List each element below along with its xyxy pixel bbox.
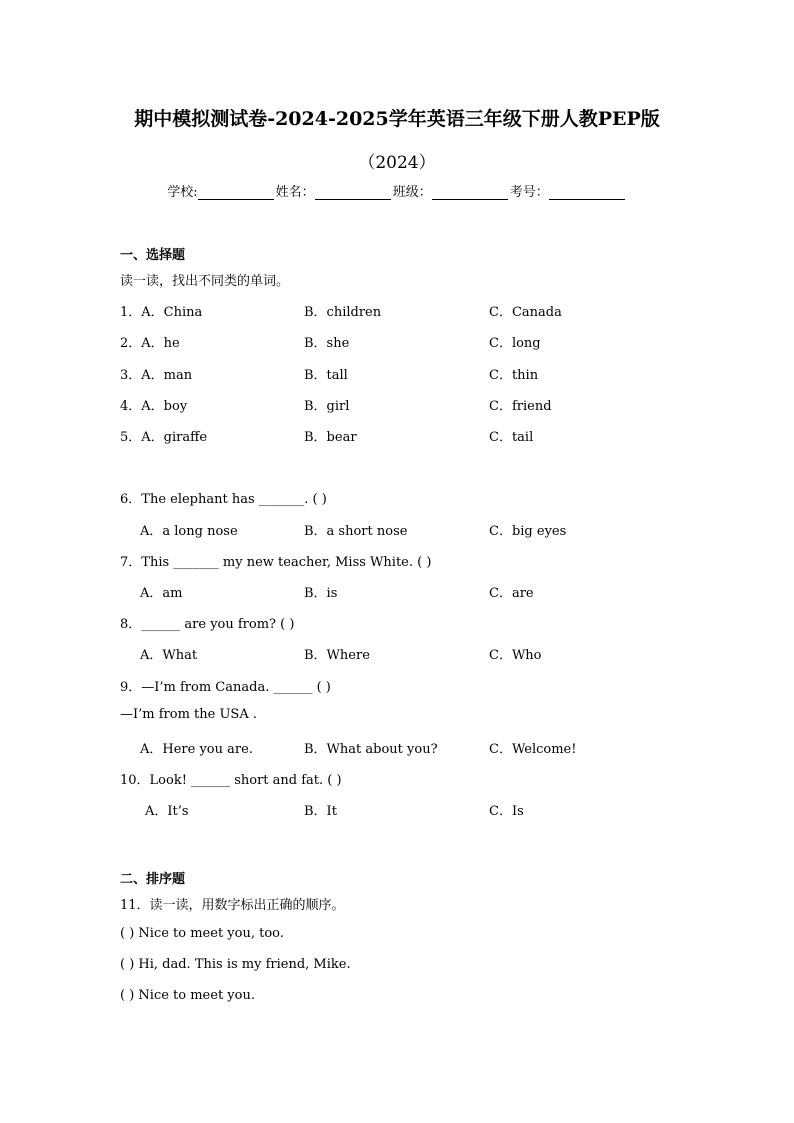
question-number: 4． — [120, 399, 142, 414]
school-blank[interactable] — [198, 185, 274, 200]
order-line-3: ( ) Nice to meet you. — [120, 988, 255, 1003]
question-number: 2． — [120, 336, 142, 351]
option-a: A．What — [140, 648, 198, 663]
question-8-stem: 8．______ are you from? ( ) — [120, 617, 295, 632]
option-a: A．am — [140, 586, 183, 601]
exam-number-blank[interactable] — [549, 185, 625, 200]
question-4 — [120, 395, 187, 414]
option-b: B．tall — [304, 368, 348, 383]
option-c: C．Is — [489, 804, 524, 819]
option-b: B．Where — [304, 648, 370, 663]
question-9-stem: 9．—I’m from Canada. ______ ( ) — [120, 680, 331, 695]
question-number: 3． — [120, 368, 142, 383]
option-b: B．bear — [304, 430, 357, 445]
question-number: 1． — [120, 305, 142, 320]
page-title: 期中模拟测试卷-2024-2025学年英语三年级下册人教PEP版 — [134, 108, 660, 130]
question-1 — [120, 301, 202, 320]
name-blank[interactable] — [315, 185, 391, 200]
option-c: C．long — [489, 336, 541, 351]
option-b: B．What about you? — [304, 742, 438, 757]
class-label: 班级： — [392, 185, 432, 200]
question-2 — [120, 332, 180, 351]
option-c: C．big eyes — [489, 524, 567, 539]
page-subtitle: （2024） — [358, 153, 436, 173]
option-b: B．It — [304, 804, 337, 819]
option-a: A．It’s — [145, 804, 189, 819]
exam-number-label: 考号： — [509, 185, 549, 200]
question-10-stem: 10．Look! ______ short and fat. ( ) — [120, 773, 342, 788]
option-b: B．children — [304, 305, 382, 320]
option-a: A．a long nose — [140, 524, 238, 539]
section1-heading: 一、选择题 — [120, 248, 186, 263]
question-9-stem-reply: —I’m from the USA . — [120, 707, 257, 722]
question-7-stem: 7．This _______ my new teacher, Miss White. ( ) — [120, 555, 432, 570]
order-line-2: ( ) Hi, dad. This is my friend, Mike. — [120, 957, 351, 972]
option-a: A．giraffe — [141, 430, 208, 445]
option-a: A．Here you are. — [140, 742, 253, 757]
option-b: B．girl — [304, 399, 350, 414]
section2-instruction: 11．读一读，用数字标出正确的顺序。 — [120, 898, 345, 913]
option-c: C．friend — [489, 399, 552, 414]
option-a: A．China — [141, 305, 203, 320]
name-label: 姓名： — [275, 185, 315, 200]
option-c: C．tail — [489, 430, 534, 445]
student-info-line — [0, 181, 794, 200]
option-c: C．Welcome! — [489, 742, 577, 757]
option-b: B．she — [304, 336, 350, 351]
option-c: C．are — [489, 586, 534, 601]
question-6-stem: 6．The elephant has _______. ( ) — [120, 492, 327, 507]
school-label: 学校: — [167, 185, 198, 200]
question-5 — [120, 426, 207, 445]
option-b: B．a short nose — [304, 524, 408, 539]
option-c: C．Who — [489, 648, 542, 663]
option-a: A．he — [141, 336, 180, 351]
section2-heading: 二、排序题 — [120, 872, 186, 887]
question-3 — [120, 364, 192, 383]
option-c: C．thin — [489, 368, 539, 383]
option-a: A．boy — [141, 399, 188, 414]
option-c: C．Canada — [489, 305, 562, 320]
section1-instruction: 读一读，找出不同类的单词。 — [120, 274, 290, 289]
question-number: 5． — [120, 430, 142, 445]
option-a: A．man — [141, 368, 193, 383]
order-line-1: ( ) Nice to meet you, too. — [120, 926, 284, 941]
class-blank[interactable] — [432, 185, 508, 200]
option-b: B．is — [304, 586, 338, 601]
